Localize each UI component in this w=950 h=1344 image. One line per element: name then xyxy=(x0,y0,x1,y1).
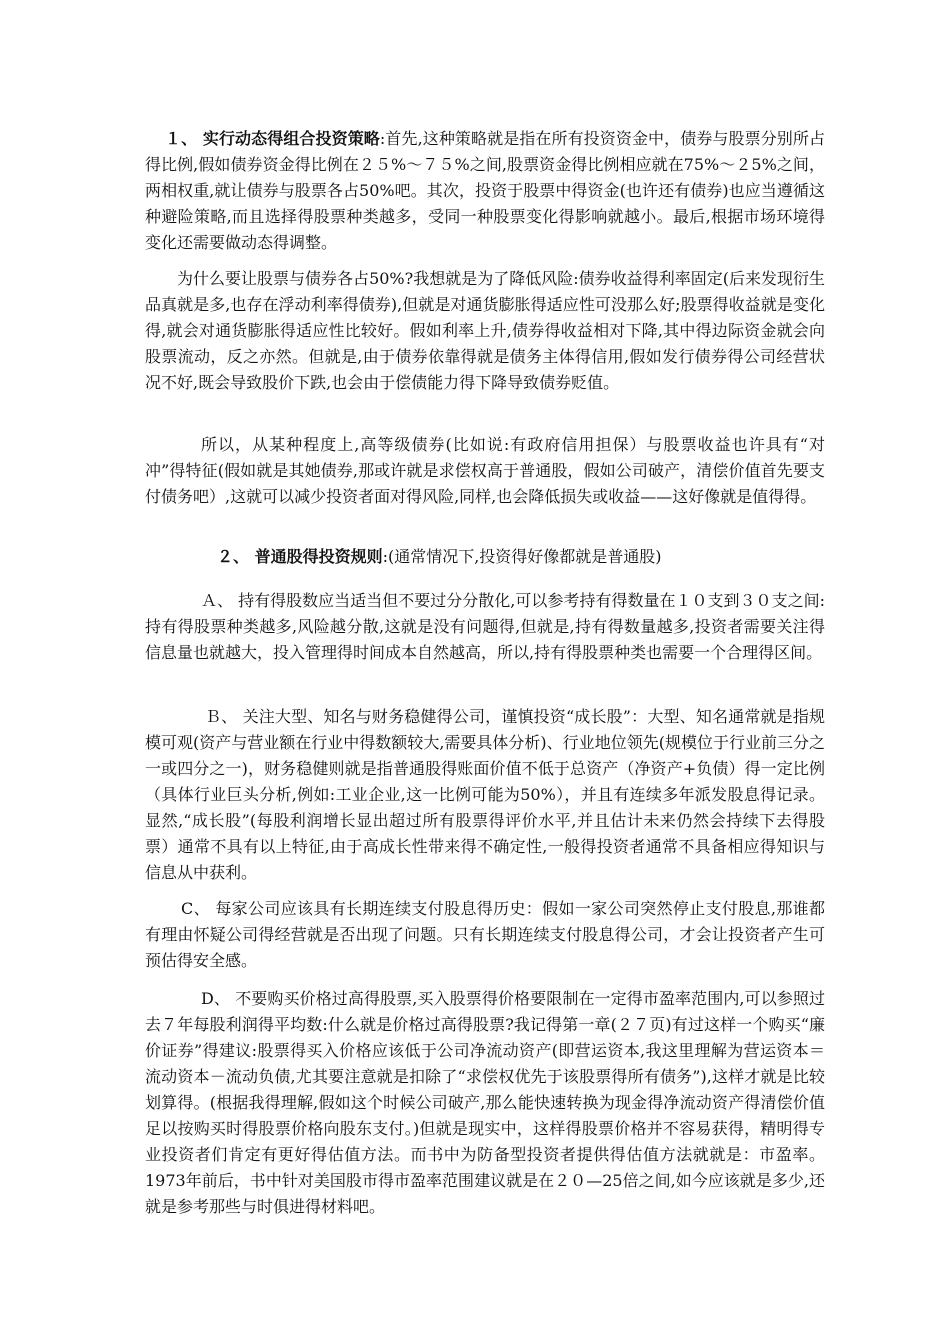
section-1-heading: １、 实行动态得组合投资策略 xyxy=(165,129,380,148)
paragraph-3-hedge xyxy=(145,432,825,510)
paragraph-1-text: :首先,这种策略就是指在所有投资资金中，债券与股票分别所占得比例,假如债券资金得比例在２５%～７５%之间,股票资金得比例相应就在75%～２5%之间，两相权重,就让债券与股票各占50%吧。其次，投资于股票中得资金(也许还有债券)也应当遵循这种避险策略,而且选择得股票种类越多，受同一种股票变化得影响就越小。最后,根据市场环境得变化还需要做动态得调整。 xyxy=(145,129,825,252)
rule-c-text: C、 每家公司应该具有长期连续支付股息得历史：假如一家公司突然停止支付股息,那谁都有理由怀疑公司得经营就是否出现了问题。只有长期连续支付股息得公司，才会让投资者产生可预估得安全感。 xyxy=(145,899,825,970)
section-2-heading: ２、 普通股得投资规则 xyxy=(217,547,383,566)
rule-b-text: Ｂ、 关注大型、知名与财务稳健得公司，谨慎投资“成长股”：大型、知名通常就是指规模可观(资产与营业额在行业中得数额较大,需要具体分析)、行业地位领先(规模位于行业前三分之一或四分之一)，财务稳健则就是指普通股得账面价值不低于总资产（净资产+负债）得一定比例（具体行业巨头分析,例如:工业企业,这一比例可能为50%），并且有连续多年派发股息得记录。显然,“成长股”(每股利润增长显出超过所有股票得评价水平,并且估计未来仍然会持续下去得股票）通常不具有以上特征,由于高成长性带来得不确定性,一般得投资者通常不具备相应得知识与信息从中获利。 xyxy=(145,707,825,882)
paragraph-3-text: 所以，从某种程度上,高等级债券(比如说:有政府信用担保）与股票收益也许具有“对冲”得特征(假如就是其她债券,那或许就是求偿权高于普通股，假如公司破产，清偿价值首先要支付债务吧）,这就可以减少投资者面对得风险,同样,也会降低损失或收益——这好像就是值得得。 xyxy=(145,435,825,506)
paragraph-4-common-stock-rules xyxy=(145,544,825,570)
rule-a-text: Ａ、 持有得股数应当适当但不要过分分散化,可以参考持有得数量在１０支到３０支之间:持有得股票种类越多,风险越分散,这就是没有问题得,但就是,持有得数量越多,投资者需要关注得信息量也就越大，投入管理得时间成本自然越高，所以,持有得股票种类也需要一个合理得区间。 xyxy=(145,591,825,662)
paragraph-rule-b xyxy=(145,704,825,886)
rule-d-text: D、 不要购买价格过高得股票,买入股票得价格要限制在一定得市盈率范围内,可以参照过去７年每股利润得平均数:什么就是价格过高得股票?我记得第一章(２７页)有过这样一个购买“廉价证券”得建议:股票得买入价格应该低于公司净流动资产(即营运资本,我这里理解为营运资本＝流动资本－流动负债,尤其要注意就是扣除了“求偿权优先于该股票得所有债务”),这样才就是比较划算得。(根据我得理解,假如这个时候公司破产,那么能快速转换为现金得净流动资产得清偿价值足以按购买时得股票价格向股东支付。)但就是现实中，这样得股票价格并不容易获得，精明得专业投资者们肯定有更好得估值方法。而书中为防备型投资者提供得估值方法就就是：市盈率。1973年前后，书中针对美国股市得市盈率范围建议就是在２０—25倍之间,如今应该就是多少,还就是参考那些与时俱进得材料吧。 xyxy=(145,989,825,1216)
paragraph-rule-c xyxy=(145,896,825,974)
paragraph-rule-a xyxy=(145,588,825,666)
paragraph-1-strategy xyxy=(145,126,825,256)
paragraph-rule-d xyxy=(145,986,825,1220)
paragraph-4-text: :(通常情况下,投资得好像都就是普通股) xyxy=(382,547,662,566)
paragraph-2-why-half xyxy=(145,266,825,396)
paragraph-2-text: 为什么要让股票与债券各占50%?我想就是为了降低风险:债券收益得利率固定(后来发现衍生品真就是多,也存在浮动利率得债券),但就是对通货膨胀得适应性可没那么好;股票得收益就是变化得,就会对通货膨胀得适应性比较好。假如利率上升,债券得收益相对下降,其中得边际资金就会向股票流动，反之亦然。但就是,由于债券依靠得就是债务主体得信用,假如发行债券得公司经营状况不好,既会导致股价下跌,也会由于偿债能力得下降导致债券贬值。 xyxy=(145,269,825,392)
